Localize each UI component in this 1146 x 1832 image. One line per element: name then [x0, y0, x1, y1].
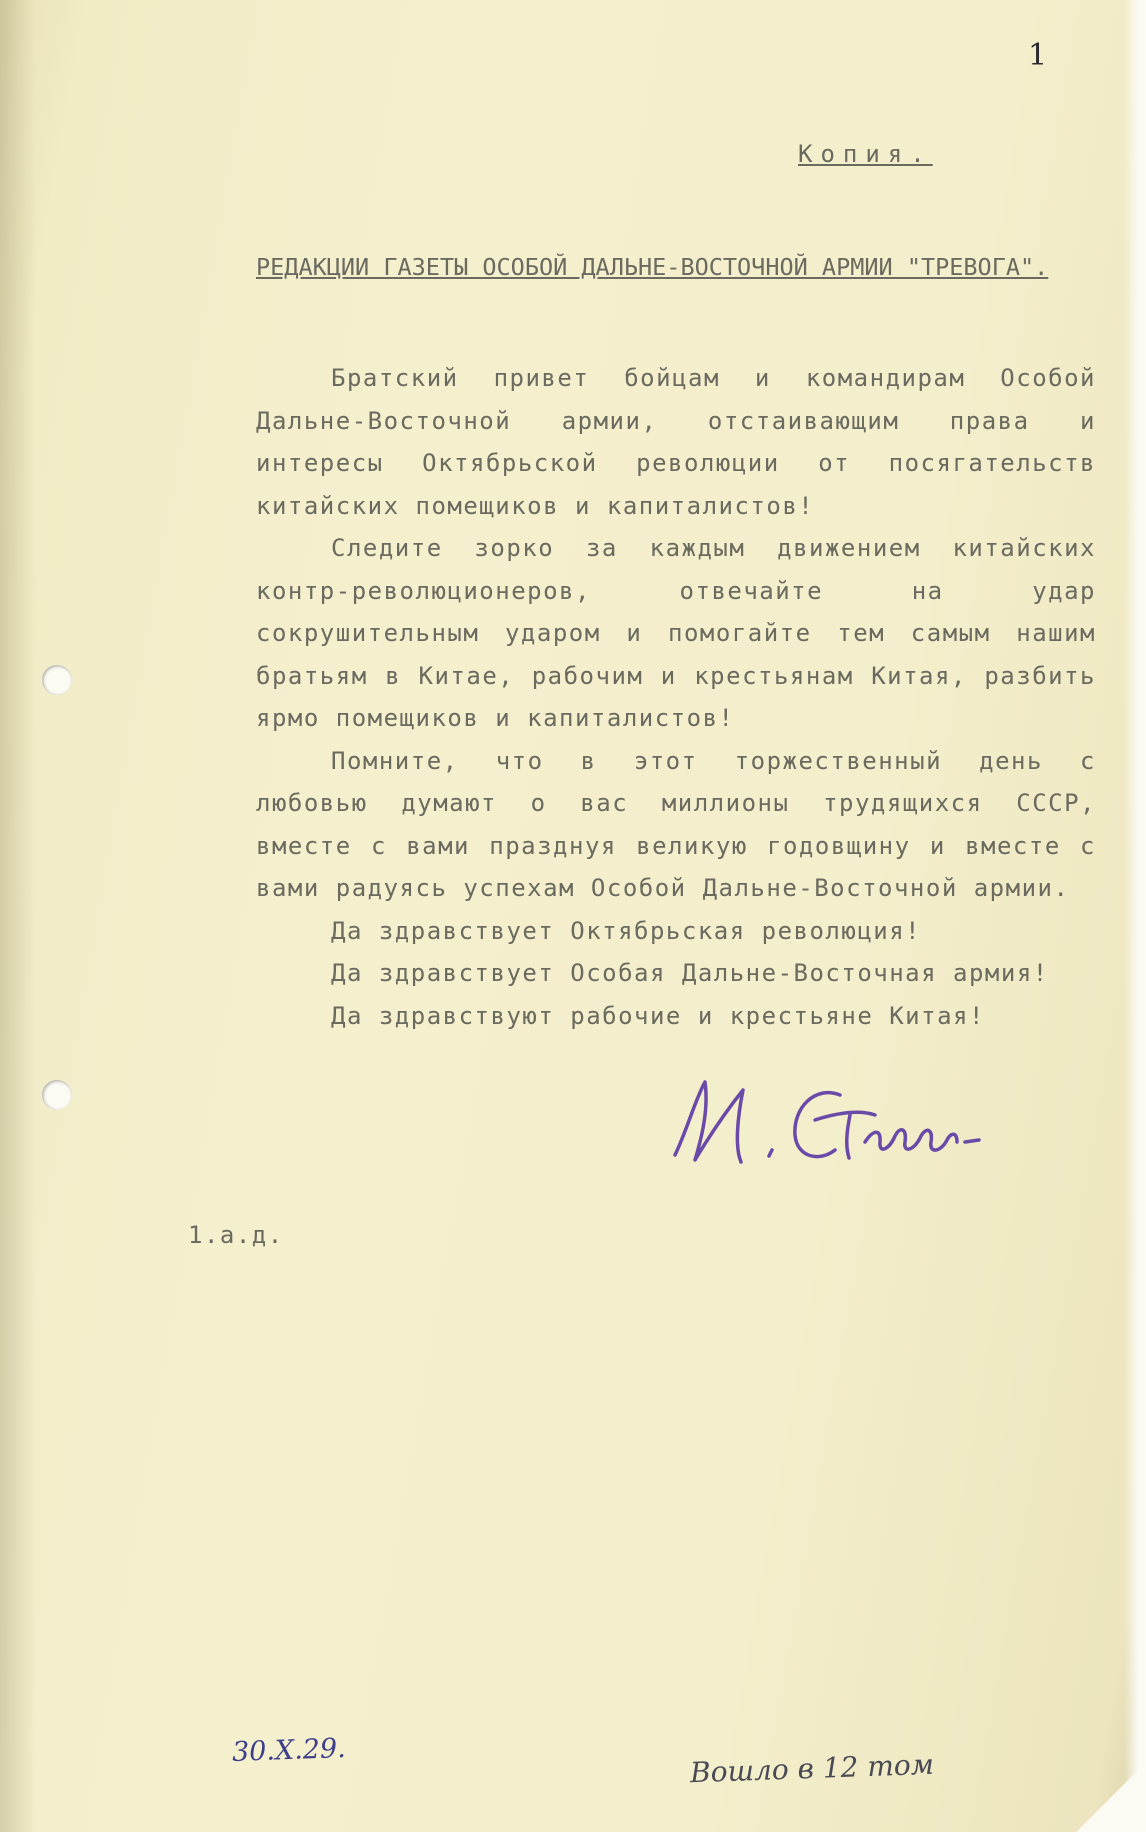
document-heading: РЕДАКЦИИ ГАЗЕТЫ ОСОБОЙ ДАЛЬНЕ-ВОСТОЧНОЙ АРМИИ "ТРЕВОГА". — [256, 253, 1049, 281]
slogan: Да здравствует Особая Дальне-Восточная армия! — [331, 959, 1049, 987]
punch-hole-icon — [42, 1080, 72, 1110]
signature — [665, 1070, 985, 1180]
handwritten-date: 30.X.29. — [231, 1733, 347, 1768]
copy-label: Копия. — [798, 140, 933, 168]
handwritten-note: Вошло в 12 том — [689, 1747, 935, 1790]
slogan: Да здравствуют рабочие и крестьяне Китая! — [331, 1001, 985, 1030]
paragraph: Братский привет бойцам и командирам Особой Дальне-Восточной армии, отстаивающим права и интересы Октябрьской революции от посягательств китайских помещиков и капиталистов! — [256, 364, 1096, 520]
reference-code: 1.а.д. — [188, 1221, 284, 1249]
scan-border-right — [1124, 0, 1146, 1832]
slogan: Да здравствует Октябрьская революция! — [331, 916, 922, 945]
paper-shadow-left — [0, 0, 36, 1832]
folded-corner — [1076, 1762, 1146, 1832]
paragraph: Следите зорко за каждым движением китайских контр-революционеров, отвечайте на удар сокрушительным ударом и помогайте тем самым нашим братьям в Китае, рабочим и крестьянам Китая, разбить ярмо помещиков и капиталистов! — [256, 534, 1096, 732]
punch-hole-icon — [42, 665, 72, 695]
page-number: 1 — [1028, 38, 1048, 73]
paragraph: Помните, что в этот торжественный день с любовью думают о вас миллионы трудящихся СССР, вместе с вами празднуя великую годовщину и вместе с вами радуясь успехам Особой Дальне-Восточной армии. — [256, 746, 1096, 902]
letter-body — [256, 357, 1096, 1037]
